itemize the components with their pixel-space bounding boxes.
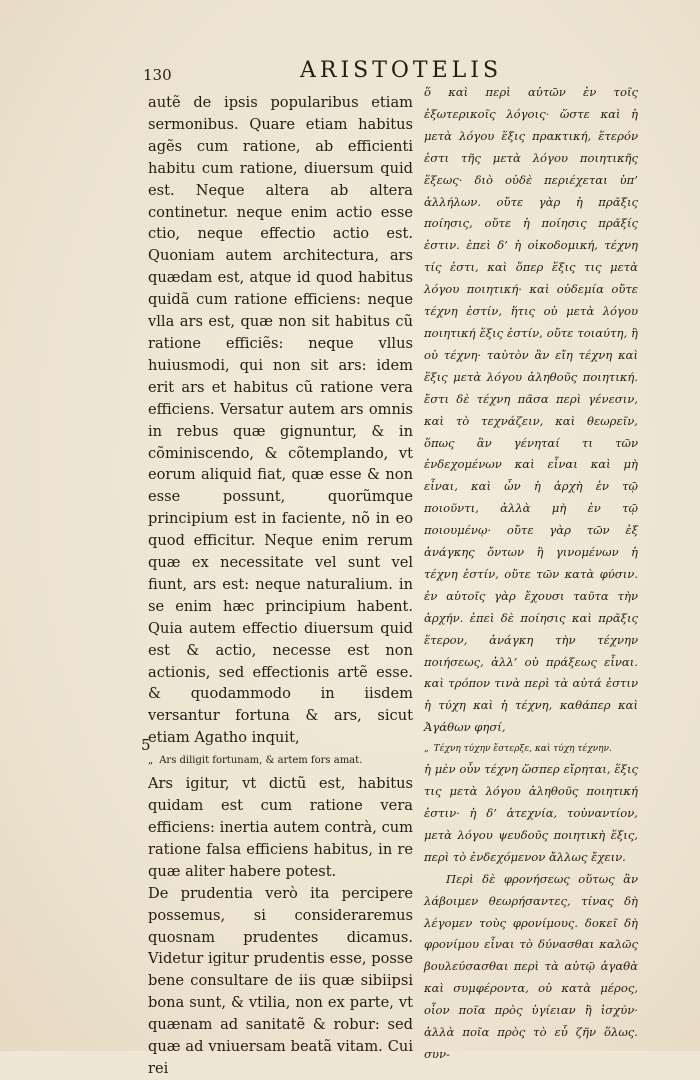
latin-verse-text: Ars diligit fortunam, & artem fors amat. <box>159 755 363 767</box>
latin-paragraph-2: Ars igitur, vt dictũ est, habitus quidam est cum ratione vera efficiens: inertia autem contrà, cum ratione falsa efficiens habitus, in re quæ aliter habere potest. <box>148 775 413 880</box>
quote-mark: „ <box>424 744 429 755</box>
greek-column <box>424 82 638 1066</box>
greek-paragraph-1: ὅ καὶ περὶ αὐτῶν ἐν τοῖς ἐξωτερικοῖς λόγοις· ὥστε καὶ ἡ μετὰ λόγου ἕξις πρακτική, ἕτερόν ἐστι τῆς μετὰ λόγου ποιητικῆς ἕξεως· διὸ οὐδὲ περιέχεται ὑπ’ ἀλλήλων. οὔτε γὰρ ἡ πρᾶξις ποίησις, οὔτε ἡ ποίησις πρᾶξίς ἐστιν. ἐπεὶ δ’ ἡ οἰκοδομική, τέχνη τίς ἐστι, καὶ ὅπερ ἕξις τις μετὰ λόγου ποιητική· καὶ οὐδεμία οὔτε τέχνη ἐστίν, ἥτις οὐ μετὰ λόγου ποιητική ἕξις ἐστίν, οὔτε τοιαύτη, ἣ οὐ τέχνη· ταὐτὸν ἂν εἴη τέχνη καὶ ἕξις μετὰ λόγου ἀληθοῦς ποιητική. ἔστι δὲ τέχνη πᾶσα περὶ γένεσιν, καὶ τὸ τεχνάζειν, καὶ θεωρεῖν, ὅπως ἂν γένηταί τι τῶν ἐνδεχομένων καὶ εἶναι καὶ μὴ εἶναι, καὶ ὧν ἡ ἀρχὴ ἐν τῷ ποιοῦντι, ἀλλὰ μὴ ἐν τῷ ποιουμένῳ· οὔτε γὰρ τῶν ἐξ ἀνάγκης ὄντων ἢ γινομένων ἡ τέχνη ἐστίν, οὔτε τῶν κατὰ φύσιν. ἐν αὑτοῖς γὰρ ἔχουσι ταῦτα τὴν ἀρχήν. ἐπεὶ δὲ ποίησις καὶ πρᾶξις ἕτερον, ἀνάγκη τὴν τέχνην ποιήσεως, ἀλλ’ οὐ πράξεως εἶναι. καὶ τρόπον τινὰ περὶ τὰ αὐτά ἐστιν ἡ τύχη καὶ ἡ τέχνη, καθάπερ καὶ Ἀγάθων φησί, <box>424 85 638 735</box>
latin-verse-quote <box>148 749 413 773</box>
latin-column <box>148 92 413 1080</box>
greek-paragraph-3: Περὶ δὲ φρονήσεως οὕτως ἂν λάβοιμεν θεωρήσαντες, τίνας δὴ λέγομεν τοὺς φρονίμους. δοκεῖ δὴ φρονίμου εἶναι τὸ δύνασθαι καλῶς βουλεύσασθαι περὶ τὰ αὐτῷ ἀγαθὰ καὶ συμφέροντα, οὐ κατὰ μέρος, οἷον ποῖα πρὸς ὑγίειαν ἢ ἰσχύν· ἀλλὰ ποῖα πρὸς τὸ εὖ ζῆν ὅλως. συν- <box>424 871 638 1061</box>
quote-mark: „ <box>148 755 154 767</box>
greek-verse-quote <box>424 739 638 759</box>
greek-verse-text: Τέχνη τύχην ἔστερξε, καὶ τύχη τέχνην. <box>433 744 612 755</box>
section-number: 5 <box>141 736 151 754</box>
latin-paragraph-3: De prudentia verò ita percipere possemus, si consideraremus quosnam prudentes dicamus. Videtur igitur prudentis esse, posse bene consultare de iis quæ sibiipsi bona sunt, & vtilia, non ex parte, vt quænam ad sanitatẽ & robur: sed quæ ad vniuersam beatã vitam. Cui rei <box>148 884 413 1077</box>
running-head: ARISTOTELIS <box>300 58 503 83</box>
latin-paragraph-1: autẽ de ipsis popularibus etiam sermonibus. Quare etiam habitus agẽs cum ratione, ab efficienti habitu cum ratione, diuersum quid est. Neque altera ab altera continetur. neque enim actio esse ctio, neque effectio actio est. Quoniam autem architectura, ars quædam est, atque id quod habitus quidã cum ratione efficiens: neque vlla ars est, quæ non sit habitus cũ ratione efficiẽs: neque vllus huiusmodi, qui non sit ars: idem erit ars et habitus cũ ratione vera efficiens. Versatur autem ars omnis in rebus quæ gignuntur, & in cõminiscendo, & cõtemplando, vt eorum aliquid fiat, quæ esse & non esse possunt, quorũmque principium est in faciente, nõ in eo quod efficitur. Neque enim rerum quæ ex necessitate vel sunt vel fiunt, ars est: neque naturalium. in se enim hæc principium habent. Quia autem effectio diuersum quid est & actio, necesse est non actionis, sed effectionis artẽ esse. & quodammodo in iisdem versantur fortuna & ars, sicut etiam Agatho inquit, <box>148 94 413 747</box>
page-number: 130 <box>143 66 172 84</box>
greek-paragraph-2: ἡ μὲν οὖν τέχνη ὥσπερ εἴρηται, ἕξις τις μετὰ λόγου ἀληθοῦς ποιητική ἐστιν· ἡ δ’ ἀτεχνία, τοὐναντίον, μετὰ λόγου ψευδοῦς ποιητικὴ ἕξις, περὶ τὸ ἐνδεχόμενον ἄλλως ἔχειν. <box>424 762 638 864</box>
